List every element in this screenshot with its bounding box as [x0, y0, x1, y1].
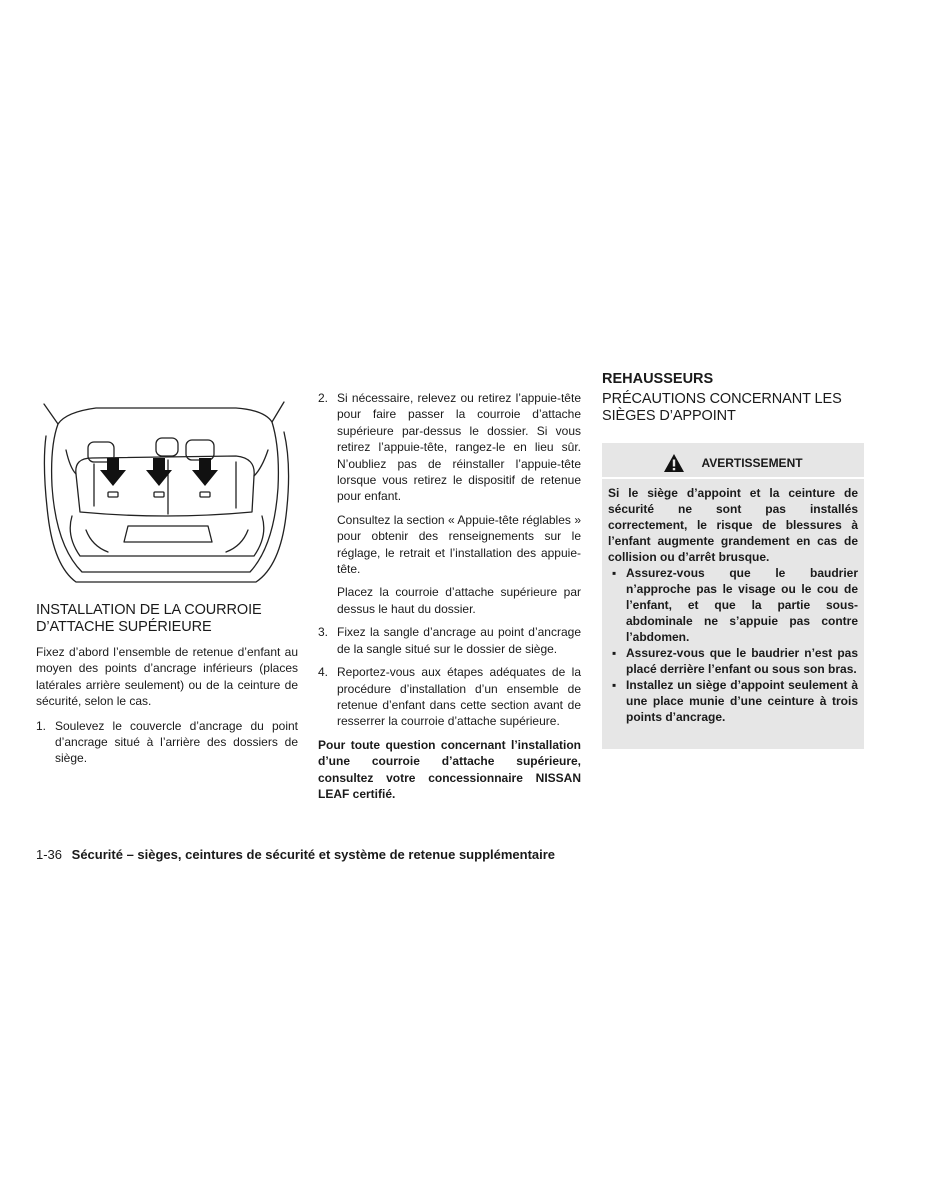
- step-text: Reportez-vous aux étapes adéquates de la procédure d’installation d’un ensemble de retenue d’enfant dans cette section avant de resserrer la courroie d’attache supérieure.: [337, 665, 581, 729]
- step-number: 2.: [318, 391, 329, 405]
- page-footer: [36, 847, 555, 863]
- bullet-icon: ▪: [612, 566, 617, 580]
- note-dealer: Pour toute question concernant l’installation d’une courroie d’attache supérieure, consultez votre concessionnaire NISSAN LEAF certifié.: [318, 737, 581, 801]
- column-right: [602, 370, 864, 749]
- warning-bullet-2: [608, 645, 858, 677]
- step-3: [318, 624, 581, 657]
- step-number: 1.: [36, 718, 47, 733]
- page-number: 1-36: [36, 847, 63, 862]
- step-text: Fixez la sangle d’ancrage au point d’ancrage de la sangle situé sur le dossier de siège.: [337, 625, 581, 656]
- step-2-paragraph-3: Placez la courroie d’attache supérieure par dessus le haut du dossier.: [337, 585, 581, 616]
- trunk-seat-anchor-illustration: [36, 396, 298, 586]
- step-text: Soulevez le couvercle d’ancrage du point d’ancrage situé à l’arrière des dossiers de siège.: [55, 718, 298, 766]
- warning-bullet-3: [608, 677, 858, 725]
- warning-label: AVERTISSEMENT: [701, 456, 803, 470]
- bullet-icon: ▪: [612, 678, 617, 692]
- warning-header: [602, 451, 864, 479]
- step-2-paragraph-2: Consultez la section « Appuie-tête réglables » pour obtenir des renseignements sur le réglage, le retrait et l’installation des appuie-tête.: [337, 512, 581, 577]
- bullet-text: Installez un siège d’appoint seulement à une place munie d’une ceinture à trois points d’ancrage.: [626, 678, 858, 724]
- warning-triangle-icon: [663, 453, 685, 473]
- bullet-text: Assurez-vous que le baudrier n’approche pas le visage ou le cou de l’enfant, et que la partie sous-abdominale ne s’appuie pas contre l’abdomen.: [626, 566, 858, 644]
- bullet-icon: ▪: [612, 646, 617, 660]
- section-heading-boosters: REHAUSSEURS: [602, 371, 714, 387]
- section-heading-top-tether: INSTALLATION DE LA COURROIE D’ATTACHE SUPÉRIEURE: [36, 602, 262, 635]
- chapter-title: Sécurité – sièges, ceintures de sécurité et système de retenue supplémentaire: [71, 847, 556, 862]
- step-1: [36, 718, 298, 767]
- step-2: [318, 390, 581, 505]
- step-number: 4.: [318, 665, 329, 680]
- warning-box: [602, 443, 864, 749]
- bullet-text: Assurez-vous que le baudrier n’est pas placé derrière l’enfant ou sous son bras.: [626, 646, 858, 676]
- step-number: 3.: [318, 625, 329, 640]
- column-left: [36, 396, 298, 767]
- paragraph-intro: Fixez d’abord l’ensemble de retenue d’enfant au moyen des points d’ancrage inférieurs (places latérales arrière seulement) ou de la ceinture de sécurité, selon le cas.: [36, 645, 298, 709]
- warning-intro: Si le siège d’appoint et la ceinture de sécurité ne sont pas installés correctement, le risque de blessures à l’enfant augmente grandement en cas de collision ou d’arrêt brusque.: [608, 486, 858, 564]
- section-subheading-precautions: PRÉCAUTIONS CONCERNANT LES SIÈGES D’APPOINT: [602, 391, 842, 424]
- column-middle: [318, 390, 581, 802]
- step-text: Si nécessaire, relevez ou retirez l’appuie-tête pour faire passer la courroie d’attache supérieure par-dessus le dossier. Si vous retirez l’appuie-tête, rangez-le en lieu sûr. N’oubliez pas de réinstaller l’appuie-tête lorsque vous retirez le dispositif de retenue pour enfant.: [337, 391, 581, 504]
- warning-bullet-1: [608, 565, 858, 645]
- step-4: [318, 664, 581, 730]
